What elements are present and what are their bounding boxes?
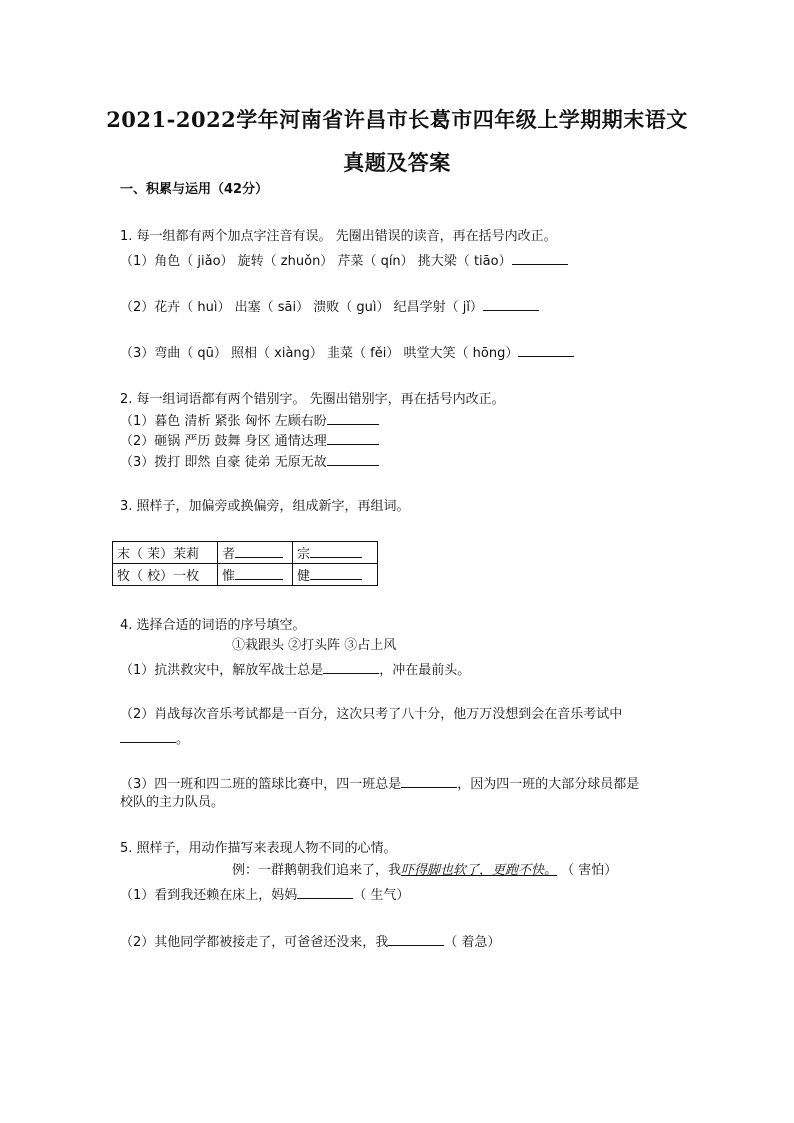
section-heading: 一、积累与运用（42分） xyxy=(120,182,269,197)
q5-example-answer: 吓得脚也软了，更跑不快。 xyxy=(401,863,558,878)
q2-row3-text: （3）拨打 即然 自豪 徒弟 无原无故 xyxy=(120,455,327,470)
q3-stem: 3. 照样子，加偏旁或换偏旁，组成新字，再组词。 xyxy=(120,499,410,514)
answer-blank[interactable] xyxy=(401,774,457,788)
q4-s3-mid: ，因为四一班的大部分球员都是 xyxy=(457,777,640,792)
q4-sentence3-cont: 校队的主力队员。 xyxy=(120,795,225,810)
q2-row1-text: （1）暮色 清析 紧张 匈怀 左顾右盼 xyxy=(120,414,327,429)
answer-blank[interactable] xyxy=(310,566,362,580)
answer-blank[interactable] xyxy=(512,251,568,265)
q2-row2-text: （2）砸锅 严历 鼓舞 身区 通情达理 xyxy=(120,434,327,449)
answer-blank[interactable] xyxy=(327,452,379,466)
cell-char: 者 xyxy=(222,547,236,562)
q2-row3 xyxy=(120,452,379,472)
q4-s3-text: （3）四一班和四二班的篮球比赛中，四一班总是 xyxy=(120,777,402,792)
q2-row1 xyxy=(120,411,379,431)
q5-s2-text: （2）其他同学都被接走了，可爸爸还没来，我 xyxy=(120,935,389,950)
q1-row2 xyxy=(120,297,539,317)
q1-stem: 1. 每一组都有两个加点字注音有误。 先圈出错误的读音，再在括号内改正。 xyxy=(120,229,557,244)
q2-stem: 2. 每一组词语都有两个错别字。 先圈出错别字，再在括号内改正。 xyxy=(120,392,505,407)
answer-blank[interactable] xyxy=(323,660,379,674)
q5-stem: 5. 照样子，用动作描写来表现人物不同的心情。 xyxy=(120,841,397,856)
q5-s1-text: （1）看到我还赖在床上，妈妈 xyxy=(120,888,298,903)
document-title-line1: 2021-2022学年河南省许昌市长葛市四年级上学期期末语文 xyxy=(106,107,688,132)
document-title-line2: 真题及答案 xyxy=(343,150,451,175)
q4-sentence1 xyxy=(120,660,470,680)
answer-blank[interactable] xyxy=(297,885,353,899)
q4-sentence2-cont xyxy=(120,729,189,749)
q4-s1-end: ，冲在最前头。 xyxy=(379,663,471,678)
answer-blank[interactable] xyxy=(518,343,574,357)
q1-row2-text: （2）花卉（ huì） 出塞（ sāi） 溃败（ guì） 纪昌学射（ jǐ） xyxy=(120,300,483,315)
q4-sentence3 xyxy=(120,774,639,794)
q1-row1-text: （1）角色（ jiǎo） 旋转（ zhuǒn） 芹菜（ qín） 挑大梁（ tiāo） xyxy=(120,254,512,269)
answer-blank[interactable] xyxy=(327,431,379,445)
table-cell xyxy=(218,542,293,564)
q5-example-mood: （ 害怕） xyxy=(557,863,618,878)
q5-sentence1 xyxy=(120,885,409,905)
cell-char: 惟 xyxy=(222,569,236,584)
q5-s2-mood: （ 着急） xyxy=(444,935,501,950)
table-cell xyxy=(218,564,293,586)
answer-blank[interactable] xyxy=(310,544,362,558)
table-row xyxy=(113,542,378,564)
cell-char: 健 xyxy=(297,569,311,584)
q5-s1-mood: （ 生气） xyxy=(353,888,410,903)
q1-row1 xyxy=(120,251,568,271)
table-cell xyxy=(293,564,378,586)
q1-row3 xyxy=(120,343,574,363)
q4-s2-end: 。 xyxy=(176,732,190,747)
q4-options: ①栽跟头 ②打头阵 ③占上风 xyxy=(232,638,397,653)
q5-example xyxy=(232,862,617,880)
q5-sentence2 xyxy=(120,932,500,952)
answer-blank[interactable] xyxy=(388,932,444,946)
q2-row2 xyxy=(120,431,379,451)
q3-table xyxy=(112,541,378,586)
answer-blank[interactable] xyxy=(120,729,176,743)
q5-example-text: 例：一群鹅朝我们追来了，我 xyxy=(232,863,402,878)
table-row xyxy=(113,564,378,586)
answer-blank[interactable] xyxy=(235,566,283,580)
q4-stem: 4. 选择合适的词语的序号填空。 xyxy=(120,618,306,633)
answer-blank[interactable] xyxy=(235,544,283,558)
q4-sentence2: （2）肖战每次音乐考试都是一百分，这次只考了八十分，他万万没想到会在音乐考试中 xyxy=(120,707,623,722)
answer-blank[interactable] xyxy=(327,411,379,425)
table-cell xyxy=(293,542,378,564)
cell-char: 宗 xyxy=(297,547,311,562)
table-cell: 末（ 茉）茉莉 xyxy=(113,542,218,564)
q1-row3-text: （3）弯曲（ qū） 照相（ xiàng） 韭菜（ fěi） 哄堂大笑（ hōng） xyxy=(120,346,519,361)
answer-blank[interactable] xyxy=(483,297,539,311)
q4-s1-text: （1）抗洪救灾中，解放军战士总是 xyxy=(120,663,324,678)
table-cell: 牧（ 校）一枚 xyxy=(113,564,218,586)
